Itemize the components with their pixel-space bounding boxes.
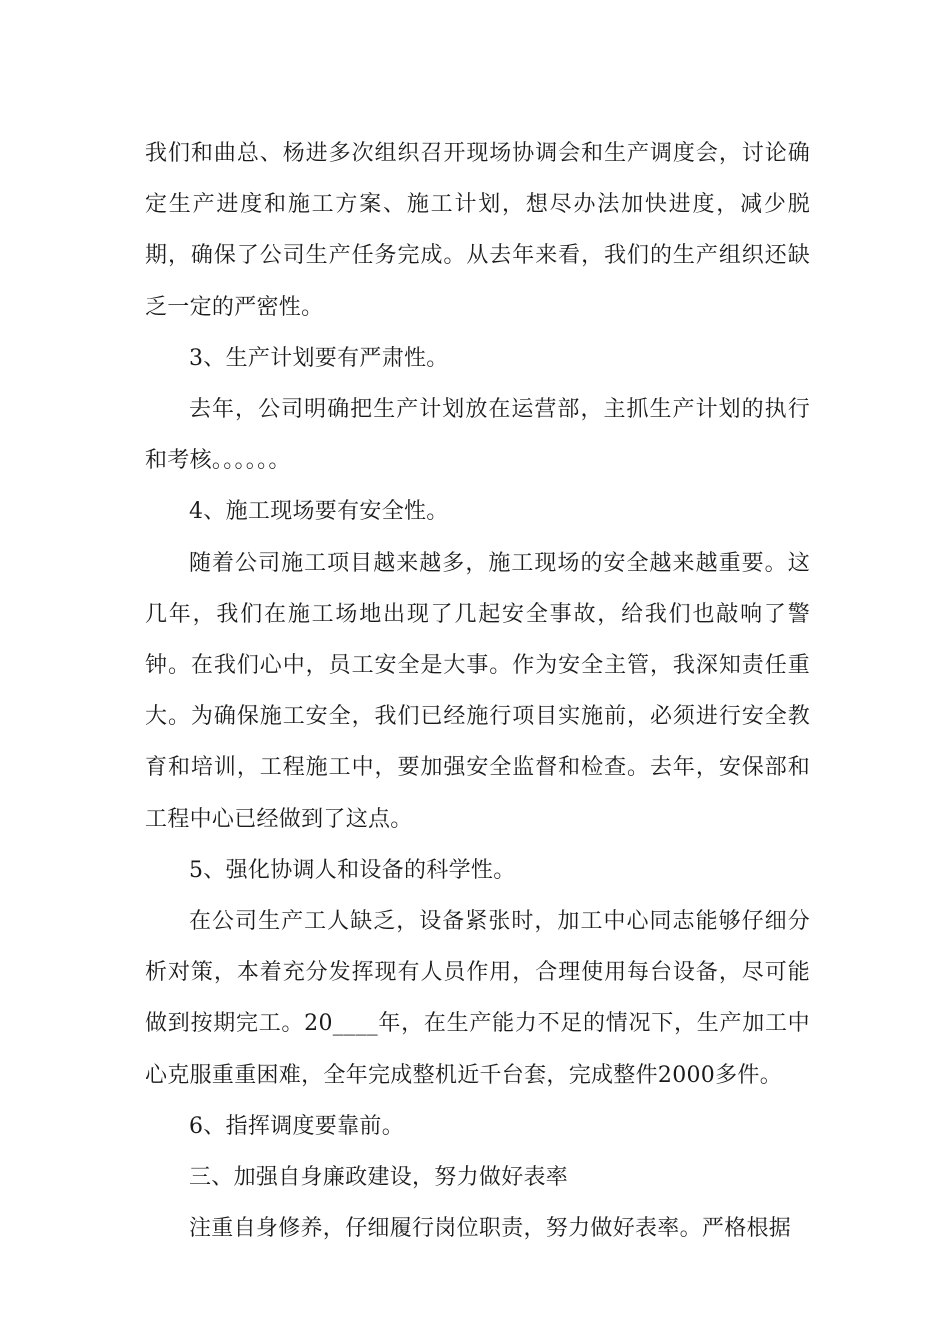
paragraph-coordination: 在公司生产工人缺乏，设备紧张时，加工中心同志能够仔细分析对策，本着充分发挥现有人员作用，合理使用每台设备，尽可能做到按期完工。20____年，在生产能力不足的情况下，生产加工中心克服重重困难，全年完成整机近千台套，完成整件2000多件。 [145, 909, 810, 1088]
paragraph-integrity: 注重自身修养，仔细履行岗位职责，努力做好表率。严格根据 [189, 1216, 792, 1242]
paragraph-site-safety: 随着公司施工项目越来越多，施工现场的安全越来越重要。这几年，我们在施工场地出现了几起安全事故，给我们也敲响了警钟。在我们心中，员工安全是大事。作为安全主管，我深知责任重大。为确保施工安全，我们已经施行项目实施前，必须进行安全教育和培训，工程施工中，要加强安全监督和检查。去年，安保部和工程中心已经做到了这点。 [145, 550, 810, 832]
paragraph-production-plan: 去年，公司明确把生产计划放在运营部，主抓生产计划的执行和考核。。。。。。 [145, 397, 810, 474]
heading-dispatch: 6、指挥调度要靠前。 [189, 1113, 404, 1139]
heading-site-safety: 4、施工现场要有安全性。 [189, 499, 449, 525]
heading-coordination: 5、强化协调人和设备的科学性。 [189, 857, 516, 883]
heading-integrity: 三、加强自身廉政建设，努力做好表率 [189, 1165, 569, 1191]
paragraph-production-coordination: 我们和曲总、杨进多次组织召开现场协调会和生产调度会，讨论确定生产进度和施工方案、施工计划，想尽办法加快进度，减少脱期，确保了公司生产任务完成。从去年来看，我们的生产组织还缺乏一定的严密性。 [145, 141, 810, 320]
heading-production-plan: 3、生产计划要有严肃性。 [189, 345, 449, 371]
document-body [145, 128, 810, 1254]
